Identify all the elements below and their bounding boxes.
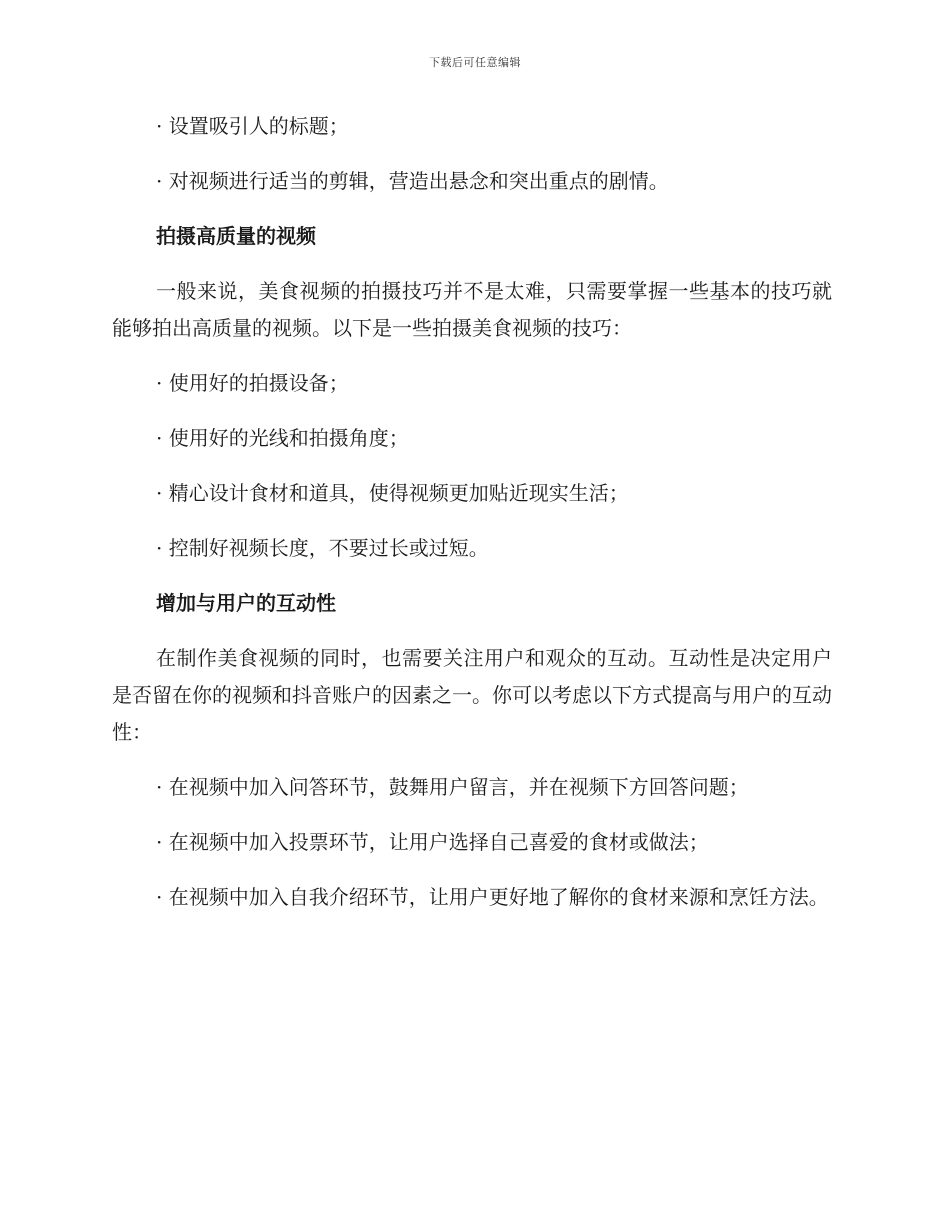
document-body bbox=[112, 108, 832, 934]
bullet-item: · 使用好的光线和拍摄角度； bbox=[156, 426, 409, 450]
bullet-item: · 精心设计食材和道具，使得视频更加贴近现实生活； bbox=[156, 481, 629, 505]
page-header-note: 下载后可任意编辑 bbox=[429, 56, 521, 69]
bullet-item: · 设置吸引人的标题； bbox=[156, 114, 349, 138]
bullet-item: · 对视频进行适当的剪辑，营造出悬念和突出重点的剧情。 bbox=[156, 169, 669, 193]
bullet-item: · 使用好的拍摄设备； bbox=[156, 371, 349, 395]
bullet-item: · 在视频中加入投票环节，让用户选择自己喜爱的食材或做法； bbox=[156, 830, 709, 854]
bullet-item: · 在视频中加入问答环节，鼓舞用户留言，并在视频下方回答问题； bbox=[156, 775, 749, 799]
paragraph-shooting: 一般来说，美食视频的拍摄技巧并不是太难，只需要掌握一些基本的技巧就能够拍出高质量的视频。以下是一些拍摄美食视频的技巧： bbox=[112, 279, 832, 340]
section-heading-shooting: 拍摄高质量的视频 bbox=[156, 224, 316, 248]
bullet-item: · 在视频中加入自我介绍环节，让用户更好地了解你的食材来源和烹饪方法。 bbox=[156, 885, 829, 909]
section-heading-interaction: 增加与用户的互动性 bbox=[156, 591, 336, 615]
paragraph-interaction: 在制作美食视频的同时，也需要关注用户和观众的互动。互动性是决定用户是否留在你的视频和抖音账户的因素之一。你可以考虑以下方式提高与用户的互动性： bbox=[112, 646, 832, 744]
bullet-item: · 控制好视频长度，不要过长或过短。 bbox=[156, 536, 489, 560]
